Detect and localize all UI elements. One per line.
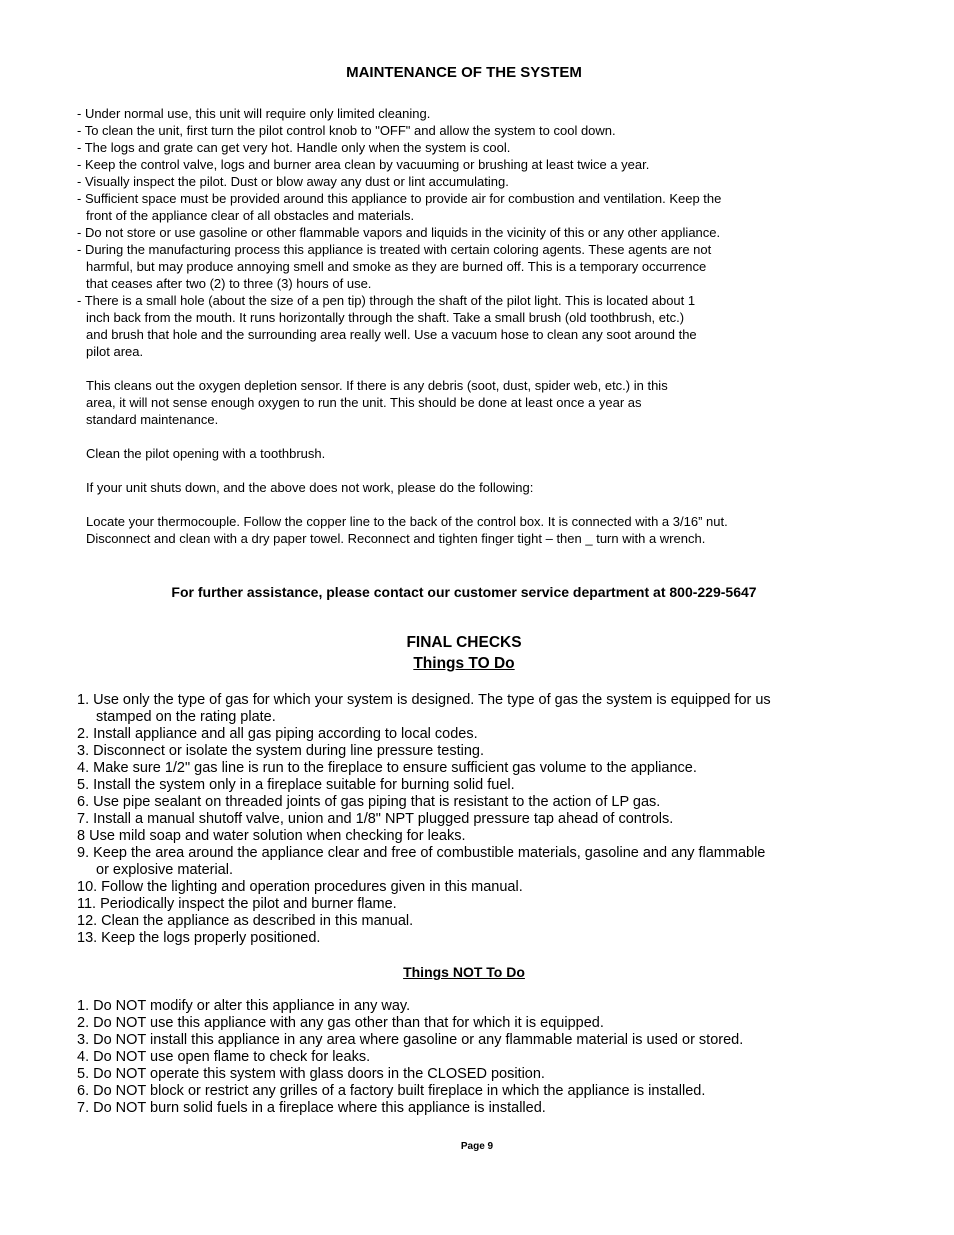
maintenance-line: and brush that hole and the surrounding area really well. Use a vacuum hose to clean any soot around the [86, 327, 697, 342]
maintenance-line: - Keep the control valve, logs and burner area clean by vacuuming or brushing at least twice a year. [77, 157, 650, 172]
maintenance-line: - To clean the unit, first turn the pilot control knob to "OFF" and allow the system to cool down. [77, 123, 616, 138]
list-item: 6. Use pipe sealant on threaded joints of gas piping that is resistant to the action of LP gas. [77, 794, 661, 810]
maintenance-line: that ceases after two (2) to three (3) hours of use. [86, 276, 372, 291]
list-item: 1. Use only the type of gas for which your system is designed. The type of gas the system is equipped for us [77, 692, 771, 708]
maintenance-text [77, 105, 837, 547]
maintenance-line: - The logs and grate can get very hot. Handle only when the system is cool. [77, 140, 511, 155]
maintenance-heading: MAINTENANCE OF THE SYSTEM [346, 64, 582, 81]
maintenance-line: - There is a small hole (about the size of a pen tip) through the shaft of the pilot light. This is located about 1 [77, 293, 696, 308]
list-item: 4. Make sure 1/2" gas line is run to the fireplace to ensure sufficient gas volume to the appliance. [77, 760, 697, 776]
maintenance-line: - Sufficient space must be provided around this appliance to provide air for combustion and ventilation. Keep the [77, 191, 722, 206]
maintenance-line: area, it will not sense enough oxygen to run the unit. This should be done at least once a year as [86, 395, 642, 410]
maintenance-line: - Under normal use, this unit will require only limited cleaning. [77, 106, 431, 121]
things-not-to-do-heading: Things NOT To Do [403, 964, 525, 980]
page-number: Page 9 [460, 1141, 494, 1152]
things-to-do-heading: Things TO Do [413, 655, 515, 672]
maintenance-line: harmful, but may produce annoying smell and smoke as they are burned off. This is a temporary occurrence [86, 259, 707, 274]
list-item: 6. Do NOT block or restrict any grilles of a factory built fireplace in which the appliance is installed. [77, 1083, 706, 1099]
things-not-to-do-list [77, 998, 837, 1117]
list-item: 1. Do NOT modify or alter this appliance in any way. [77, 998, 411, 1014]
list-item: 9. Keep the area around the appliance clear and free of combustible materials, gasoline and any flammable [77, 845, 766, 861]
final-checks-heading: FINAL CHECKS [406, 634, 522, 651]
list-item: stamped on the rating plate. [96, 709, 276, 725]
list-item: 5. Do NOT operate this system with glass doors in the CLOSED position. [77, 1066, 545, 1082]
list-item: 5. Install the system only in a fireplace suitable for burning solid fuel. [77, 777, 515, 793]
maintenance-line: inch back from the mouth. It runs horizontally through the shaft. Take a small brush (old toothbrush, etc.) [86, 310, 685, 325]
contact-notice: For further assistance, please contact our customer service department at 800-229-5647 [171, 584, 757, 600]
list-item: 13. Keep the logs properly positioned. [77, 930, 321, 946]
things-to-do-list [77, 692, 837, 947]
maintenance-line: If your unit shuts down, and the above does not work, please do the following: [86, 480, 534, 495]
list-item: 2. Do NOT use this appliance with any gas other than that for which it is equipped. [77, 1015, 604, 1031]
list-item: 3. Disconnect or isolate the system during line pressure testing. [77, 743, 485, 759]
list-item: 7. Install a manual shutoff valve, union and 1/8" NPT plugged pressure tap ahead of controls. [77, 811, 674, 827]
maintenance-line: pilot area. [86, 344, 144, 359]
maintenance-line: Disconnect and clean with a dry paper towel. Reconnect and tighten finger tight – then _ turn with a wrench. [86, 531, 706, 546]
list-item: 3. Do NOT install this appliance in any area where gasoline or any flammable material is used or stored. [77, 1032, 744, 1048]
list-item: or explosive material. [96, 862, 233, 878]
list-item: 7. Do NOT burn solid fuels in a fireplace where this appliance is installed. [77, 1100, 546, 1116]
list-item: 2. Install appliance and all gas piping according to local codes. [77, 726, 478, 742]
maintenance-line: - Visually inspect the pilot. Dust or blow away any dust or lint accumulating. [77, 174, 509, 189]
maintenance-line: standard maintenance. [86, 412, 219, 427]
maintenance-line: Clean the pilot opening with a toothbrush. [86, 446, 326, 461]
list-item: 12. Clean the appliance as described in this manual. [77, 913, 414, 929]
maintenance-line: - Do not store or use gasoline or other flammable vapors and liquids in the vicinity of this or any other appliance. [77, 225, 721, 240]
maintenance-line: This cleans out the oxygen depletion sensor. If there is any debris (soot, dust, spider web, etc.) in this [86, 378, 668, 393]
maintenance-line: Locate your thermocouple. Follow the copper line to the back of the control box. It is connected with a 3/16” nut. [86, 514, 728, 529]
list-item: 8 Use mild soap and water solution when checking for leaks. [77, 828, 466, 844]
list-item: 4. Do NOT use open flame to check for leaks. [77, 1049, 371, 1065]
list-item: 11. Periodically inspect the pilot and burner flame. [77, 896, 397, 912]
list-item: 10. Follow the lighting and operation procedures given in this manual. [77, 879, 523, 895]
maintenance-line: front of the appliance clear of all obstacles and materials. [86, 208, 415, 223]
maintenance-line: - During the manufacturing process this appliance is treated with certain coloring agents. These agents are not [77, 242, 712, 257]
